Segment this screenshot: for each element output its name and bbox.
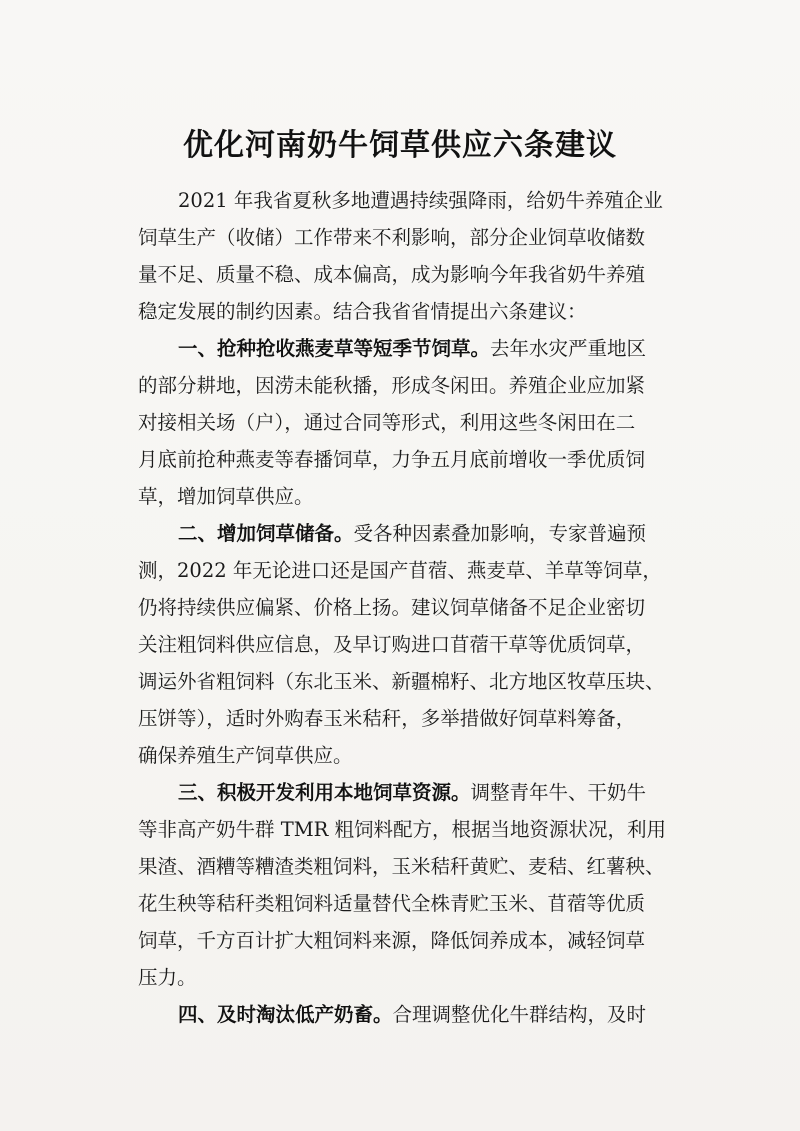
line-text: 果渣、酒糟等糟渣类粗饲料，玉米秸秆黄贮、麦秸、红薯秧、 <box>138 855 665 878</box>
paragraph-line <box>138 706 678 732</box>
line-text: 饲草，千方百计扩大粗饲料来源，降低饲养成本，减轻饲草 <box>138 929 646 952</box>
line-text: 测，2022 年无论进口还是国产苜蓿、燕麦草、羊草等饲草， <box>138 559 662 582</box>
section-heading: 四、及时淘汰低产奶畜。 <box>178 1003 393 1026</box>
line-text: 等非高产奶牛群 TMR 粗饲料配方，根据当地资源状况，利用 <box>138 818 667 841</box>
section-heading: 一、抢种抢收燕麦草等短季节饲草。 <box>178 337 491 360</box>
document-title: 优化河南奶牛饲草供应六条建议 <box>183 128 617 163</box>
line-text: 花生秧等秸秆类粗饲料适量替代全株青贮玉米、苜蓿等优质 <box>138 892 646 915</box>
line-text: 草，增加饲草供应。 <box>138 485 314 508</box>
section-4-line <box>178 1002 678 1028</box>
section-3-line <box>178 780 678 806</box>
paragraph-line <box>138 262 678 288</box>
paragraph-line <box>138 484 678 510</box>
line-text: 压饼等），适时外购春玉米秸秆，多举措做好饲草料筹备， <box>138 707 636 730</box>
paragraph-line <box>138 891 678 917</box>
line-text: 关注粗饲料供应信息，及早订购进口苜蓿干草等优质饲草， <box>138 633 646 656</box>
section-heading: 三、积极开发利用本地饲草资源。 <box>178 781 471 804</box>
paragraph-line <box>138 854 678 880</box>
paragraph-line <box>178 188 678 214</box>
line-text: 的部分耕地，因涝未能秋播，形成冬闲田。养殖企业应加紧 <box>138 374 646 397</box>
line-text: 压力。 <box>138 966 197 989</box>
paragraph-line <box>138 595 678 621</box>
line-text: 合理调整优化牛群结构，及时 <box>392 1003 647 1026</box>
section-heading: 二、增加饲草储备。 <box>178 522 354 545</box>
paragraph-line <box>138 928 678 954</box>
line-text: 月底前抢种燕麦等春播饲草，力争五月底前增收一季优质饲 <box>138 448 646 471</box>
paragraph-line <box>138 558 678 584</box>
paragraph-line <box>138 447 678 473</box>
line-text: 稳定发展的制约因素。结合我省省情提出六条建议： <box>138 300 587 323</box>
paragraph-line <box>138 410 678 436</box>
paragraph-line <box>138 817 678 843</box>
paragraph-line <box>138 669 678 695</box>
paragraph-line <box>138 299 678 325</box>
paragraph-line <box>138 632 678 658</box>
line-text: 饲草生产（收储）工作带来不利影响，部分企业饲草收储数 <box>138 226 646 249</box>
section-1-line <box>178 336 678 362</box>
line-text: 受各种因素叠加影响，专家普遍预 <box>353 522 647 545</box>
paragraph-line <box>138 225 678 251</box>
line-text: 调运外省粗饲料（东北玉米、新疆棉籽、北方地区牧草压块、 <box>138 670 665 693</box>
line-text: 确保养殖生产饲草供应。 <box>138 744 353 767</box>
line-text: 去年水灾严重地区 <box>490 337 647 360</box>
paragraph-line <box>138 965 678 991</box>
line-text: 2021 年我省夏秋多地遭遇持续强降雨，给奶牛养殖企业 <box>178 189 663 212</box>
paragraph-line <box>138 743 678 769</box>
line-text: 量不足、质量不稳、成本偏高，成为影响今年我省奶牛养殖 <box>138 263 646 286</box>
paragraph-line <box>138 373 678 399</box>
line-text: 调整青年牛、干奶牛 <box>470 781 647 804</box>
section-2-line <box>178 521 678 547</box>
line-text: 对接相关场（户），通过合同等形式，利用这些冬闲田在二 <box>138 411 636 434</box>
line-text: 仍将持续供应偏紧、价格上扬。建议饲草储备不足企业密切 <box>138 596 646 619</box>
